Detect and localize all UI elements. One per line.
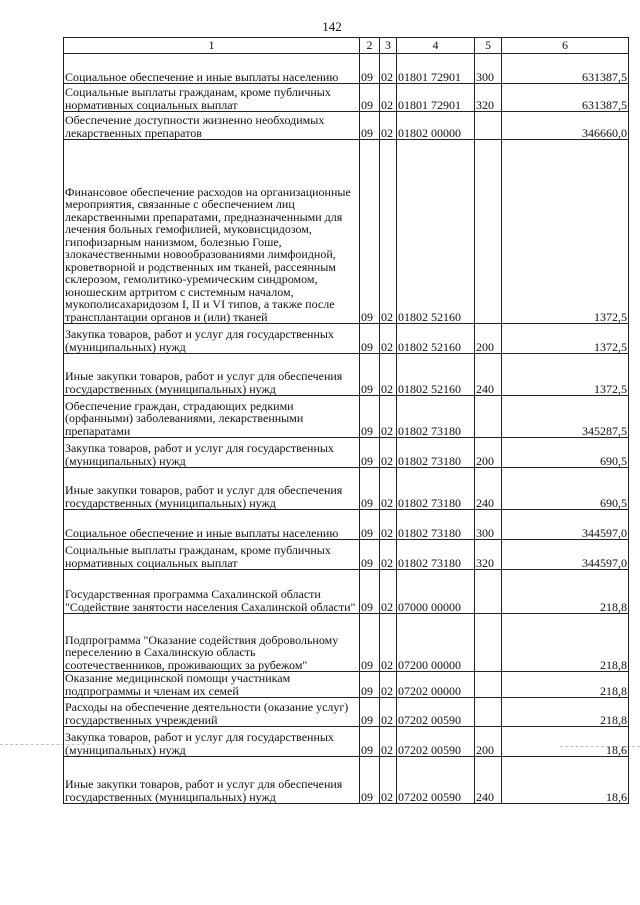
- row-amount: 690,5: [502, 468, 629, 510]
- row-expense-type: 200: [475, 324, 502, 354]
- row-expense-type: [475, 112, 502, 140]
- row-name: Социальные выплаты гражданам, кроме публичных нормативных социальных выплат: [64, 540, 360, 570]
- header-col-3: 3: [380, 38, 397, 54]
- row-subsection: 02: [380, 614, 397, 672]
- row-name: Закупка товаров, работ и услуг для государственных (муниципальных) нужд: [64, 324, 360, 354]
- row-subsection: 02: [380, 438, 397, 468]
- row-section: 09: [360, 510, 380, 540]
- header-col-6: 6: [502, 38, 629, 54]
- row-name: Социальные выплаты гражданам, кроме публичных нормативных социальных выплат: [64, 84, 360, 112]
- row-target-code: 07202 00590: [397, 727, 475, 757]
- row-name: Обеспечение доступности жизненно необходимых лекарственных препаратов: [64, 112, 360, 140]
- table-row: [64, 354, 629, 396]
- row-section: 09: [360, 570, 380, 614]
- row-name: Оказание медицинской помощи участникам подпрограммы и членам их семей: [64, 672, 360, 698]
- table-row: [64, 112, 629, 140]
- row-expense-type: 240: [475, 354, 502, 396]
- row-expense-type: 300: [475, 510, 502, 540]
- row-name: Финансовое обеспечение расходов на организационные мероприятия, связанные с обеспечением лиц лекарственными препаратами, предназначенными для лечения больных гемофилией, муковисцидозом, гипофизарным нанизмом, болезнью Гоше, злокачественными новообразованиями лимфоидной, кроветворной и родственных им тканей, рассеянным склерозом, гемолитико-уремическим синдромом, юношеским артритом с системным началом, мукополисахаридозом I, II и VI типов, а также после трансплантации органов и (или) тканей: [64, 140, 360, 324]
- row-target-code: 01801 72901: [397, 54, 475, 84]
- row-subsection: 02: [380, 540, 397, 570]
- row-amount: 344597,0: [502, 540, 629, 570]
- row-name: Социальное обеспечение и иные выплаты населению: [64, 54, 360, 84]
- row-section: 09: [360, 54, 380, 84]
- row-section: 09: [360, 672, 380, 698]
- row-section: 09: [360, 698, 380, 727]
- row-subsection: 02: [380, 112, 397, 140]
- row-amount: 1372,5: [502, 140, 629, 324]
- row-subsection: 02: [380, 757, 397, 804]
- row-name: Иные закупки товаров, работ и услуг для обеспечения государственных (муниципальных) нужд: [64, 757, 360, 804]
- row-amount: 218,8: [502, 698, 629, 727]
- table-row: [64, 540, 629, 570]
- row-expense-type: 200: [475, 727, 502, 757]
- row-subsection: 02: [380, 84, 397, 112]
- row-name: Закупка товаров, работ и услуг для государственных (муниципальных) нужд: [64, 438, 360, 468]
- row-subsection: 02: [380, 698, 397, 727]
- row-amount: 631387,5: [502, 84, 629, 112]
- row-section: 09: [360, 396, 380, 438]
- row-target-code: 01802 00000: [397, 112, 475, 140]
- row-target-code: 01801 72901: [397, 84, 475, 112]
- row-target-code: 01802 73180: [397, 540, 475, 570]
- header-col-4: 4: [397, 38, 475, 54]
- row-target-code: 07202 00590: [397, 757, 475, 804]
- row-subsection: 02: [380, 510, 397, 540]
- row-section: 09: [360, 438, 380, 468]
- row-subsection: 02: [380, 396, 397, 438]
- row-name: Государственная программа Сахалинской области "Содействие занятости населения Сахалинской области": [64, 570, 360, 614]
- row-target-code: 01802 73180: [397, 396, 475, 438]
- row-subsection: 02: [380, 354, 397, 396]
- row-amount: 631387,5: [502, 54, 629, 84]
- row-section: 09: [360, 757, 380, 804]
- table-row: [64, 84, 629, 112]
- row-expense-type: 240: [475, 757, 502, 804]
- row-subsection: 02: [380, 140, 397, 324]
- row-target-code: 01802 52160: [397, 324, 475, 354]
- row-expense-type: [475, 570, 502, 614]
- row-target-code: 07202 00000: [397, 672, 475, 698]
- row-expense-type: 240: [475, 468, 502, 510]
- row-amount: 218,8: [502, 570, 629, 614]
- row-target-code: 07200 00000: [397, 614, 475, 672]
- table-row: [64, 396, 629, 438]
- row-name: Иные закупки товаров, работ и услуг для обеспечения государственных (муниципальных) нужд: [64, 354, 360, 396]
- row-section: 09: [360, 140, 380, 324]
- row-name: Закупка товаров, работ и услуг для государственных (муниципальных) нужд: [64, 727, 360, 757]
- row-amount: 345287,5: [502, 396, 629, 438]
- table-row: [64, 614, 629, 672]
- header-col-2: 2: [360, 38, 380, 54]
- row-amount: 218,8: [502, 672, 629, 698]
- row-expense-type: [475, 672, 502, 698]
- row-target-code: 01802 52160: [397, 354, 475, 396]
- row-subsection: 02: [380, 727, 397, 757]
- row-subsection: 02: [380, 54, 397, 84]
- row-section: 09: [360, 354, 380, 396]
- row-target-code: 01802 73180: [397, 468, 475, 510]
- row-section: 09: [360, 324, 380, 354]
- row-amount: 344597,0: [502, 510, 629, 540]
- table-row: [64, 570, 629, 614]
- table-row: [64, 140, 629, 324]
- page-number: 142: [322, 19, 342, 34]
- row-amount: 18,6: [502, 727, 629, 757]
- table-row: [64, 468, 629, 510]
- row-amount: 690,5: [502, 438, 629, 468]
- row-target-code: 01802 73180: [397, 510, 475, 540]
- row-target-code: 07000 00000: [397, 570, 475, 614]
- row-expense-type: [475, 698, 502, 727]
- row-name: Обеспечение граждан, страдающих редкими (орфанными) заболеваниями, лекарственными препаратами: [64, 396, 360, 438]
- row-subsection: 02: [380, 570, 397, 614]
- row-expense-type: [475, 396, 502, 438]
- row-expense-type: [475, 614, 502, 672]
- row-name: Иные закупки товаров, работ и услуг для обеспечения государственных (муниципальных) нужд: [64, 468, 360, 510]
- row-expense-type: 320: [475, 84, 502, 112]
- table-row: [64, 324, 629, 354]
- row-section: 09: [360, 614, 380, 672]
- row-section: 09: [360, 540, 380, 570]
- row-name: Подпрограмма "Оказание содействия добровольному переселению в Сахалинскую область соотечественников, проживающих за рубежом": [64, 614, 360, 672]
- row-expense-type: [475, 140, 502, 324]
- row-target-code: 07202 00590: [397, 698, 475, 727]
- row-name: Социальное обеспечение и иные выплаты населению: [64, 510, 360, 540]
- row-target-code: 01802 52160: [397, 140, 475, 324]
- row-name: Расходы на обеспечение деятельности (оказание услуг) государственных учреждений: [64, 698, 360, 727]
- header-row: [64, 38, 629, 54]
- header-col-1: 1: [64, 38, 360, 54]
- row-section: 09: [360, 84, 380, 112]
- row-expense-type: 320: [475, 540, 502, 570]
- row-amount: 1372,5: [502, 354, 629, 396]
- row-expense-type: 300: [475, 54, 502, 84]
- table-row: [64, 757, 629, 804]
- table-row: [64, 438, 629, 468]
- row-amount: 218,8: [502, 614, 629, 672]
- row-expense-type: 200: [475, 438, 502, 468]
- row-section: 09: [360, 727, 380, 757]
- row-amount: 1372,5: [502, 324, 629, 354]
- row-section: 09: [360, 468, 380, 510]
- table-row: [64, 54, 629, 84]
- table-row: [64, 510, 629, 540]
- row-subsection: 02: [380, 468, 397, 510]
- budget-table: [63, 37, 629, 804]
- row-section: 09: [360, 112, 380, 140]
- row-subsection: 02: [380, 672, 397, 698]
- row-subsection: 02: [380, 324, 397, 354]
- table-row: [64, 672, 629, 698]
- table-row: [64, 698, 629, 727]
- header-col-5: 5: [475, 38, 502, 54]
- row-amount: 18,6: [502, 757, 629, 804]
- row-amount: 346660,0: [502, 112, 629, 140]
- table-row: [64, 727, 629, 757]
- row-target-code: 01802 73180: [397, 438, 475, 468]
